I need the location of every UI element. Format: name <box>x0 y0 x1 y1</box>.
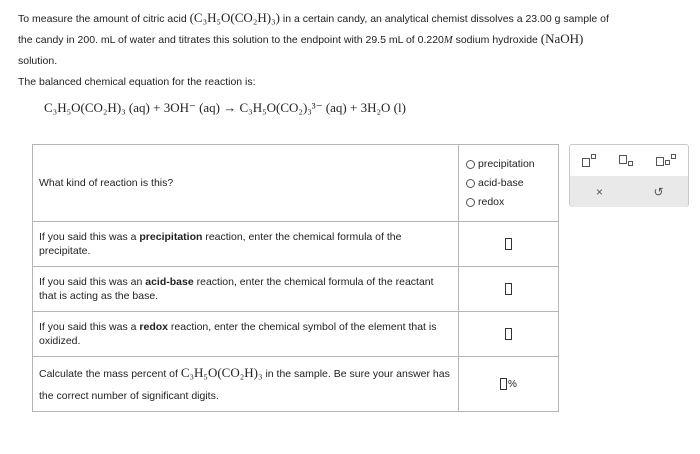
clear-button[interactable] <box>570 176 629 207</box>
close-icon: × <box>595 184 603 199</box>
percent-unit: % <box>508 378 517 390</box>
problem-text: solution. <box>18 55 58 67</box>
prompt-text: Calculate the mass percent of <box>39 367 178 380</box>
subscript-template-icon[interactable] <box>619 155 633 166</box>
mass-percent-input[interactable] <box>500 378 507 390</box>
citric-acid-formula: C₃H₅O(CO₂H)₃ <box>180 364 263 380</box>
prompt-text: reaction, enter the chemical formula of the precipitate. <box>39 231 402 257</box>
undo-button[interactable] <box>629 176 688 207</box>
problem-line-2 <box>18 29 678 51</box>
question-prompt <box>33 312 459 357</box>
toolbar-template-row <box>570 145 688 175</box>
option-label: redox <box>478 196 505 208</box>
question-row-mass-percent <box>33 357 559 412</box>
problem-statement <box>18 8 678 71</box>
option-label: precipitation <box>478 158 535 170</box>
undo-icon: ↺ <box>653 184 664 199</box>
prompt-text: in the sample. Be sure your answer has the correct number of significant digits. <box>39 367 450 402</box>
prompt-emphasis: acid-base <box>145 276 194 288</box>
question-row-base <box>33 267 559 312</box>
molarity-unit: M <box>443 35 453 46</box>
radio-button[interactable] <box>466 198 475 207</box>
superscript-template-icon[interactable] <box>582 154 596 167</box>
question-row-precipitate <box>33 222 559 267</box>
option-redox[interactable] <box>466 193 557 212</box>
sub-superscript-template-icon[interactable] <box>656 154 676 166</box>
prompt-text: If you said this was a <box>39 321 140 333</box>
base-formula-input[interactable] <box>505 283 512 295</box>
balanced-equation-label: The balanced chemical equation for the reaction is: <box>18 76 256 88</box>
problem-text: in a certain candy, an analytical chemist dissolves a 23.00 g sample of <box>282 13 609 25</box>
reaction-type-options <box>459 145 559 222</box>
question-prompt <box>33 267 459 312</box>
answer-cell <box>459 357 559 412</box>
answer-cell <box>459 312 559 357</box>
question-prompt <box>33 357 459 412</box>
question-row-oxidized <box>33 312 559 357</box>
citric-acid-formula: (C₃H₅O(CO₂H)₃) <box>189 10 280 25</box>
option-precipitation[interactable] <box>466 155 557 174</box>
problem-line-1 <box>18 8 678 29</box>
prompt-emphasis: precipitation <box>139 231 203 243</box>
precipitate-formula-input[interactable] <box>505 238 512 250</box>
prompt-text: If you said this was a <box>39 231 140 243</box>
question-prompt: What kind of reaction is this? <box>33 145 459 222</box>
question-table <box>32 144 559 412</box>
radio-button[interactable] <box>466 179 475 188</box>
question-prompt <box>33 222 459 267</box>
problem-text: the candy in 200. mL of water and titrates this solution to the endpoint with 29.5 mL of 0.220 <box>18 34 444 46</box>
prompt-emphasis: redox <box>139 321 168 333</box>
problem-text: sodium hydroxide <box>455 34 538 46</box>
answer-cell <box>459 222 559 267</box>
prompt-text: If you said this was an <box>39 276 146 288</box>
toolbar-action-row <box>570 176 688 207</box>
option-label: acid-base <box>478 177 524 189</box>
math-toolbar <box>569 144 689 207</box>
answer-cell <box>459 267 559 312</box>
oxidized-element-input[interactable] <box>505 328 512 340</box>
prompt-text: reaction, enter the chemical formula of the reactant that is acting as the base. <box>39 276 434 302</box>
balanced-equation: C₃H₅O(CO₂H)₃ (aq) + 3OH⁻ (aq) → C₃H₅O(CO₂)₃³⁻ (aq) + 3H₂O (l) <box>44 100 406 115</box>
radio-button[interactable] <box>466 160 475 169</box>
problem-text: To measure the amount of citric acid <box>18 13 187 25</box>
question-row-reaction-type <box>33 145 559 222</box>
option-acid-base[interactable] <box>466 174 557 193</box>
problem-line-3 <box>18 51 678 71</box>
naoh-formula: (NaOH) <box>540 31 584 46</box>
prompt-text: reaction, enter the chemical symbol of the element that is oxidized. <box>39 321 437 347</box>
